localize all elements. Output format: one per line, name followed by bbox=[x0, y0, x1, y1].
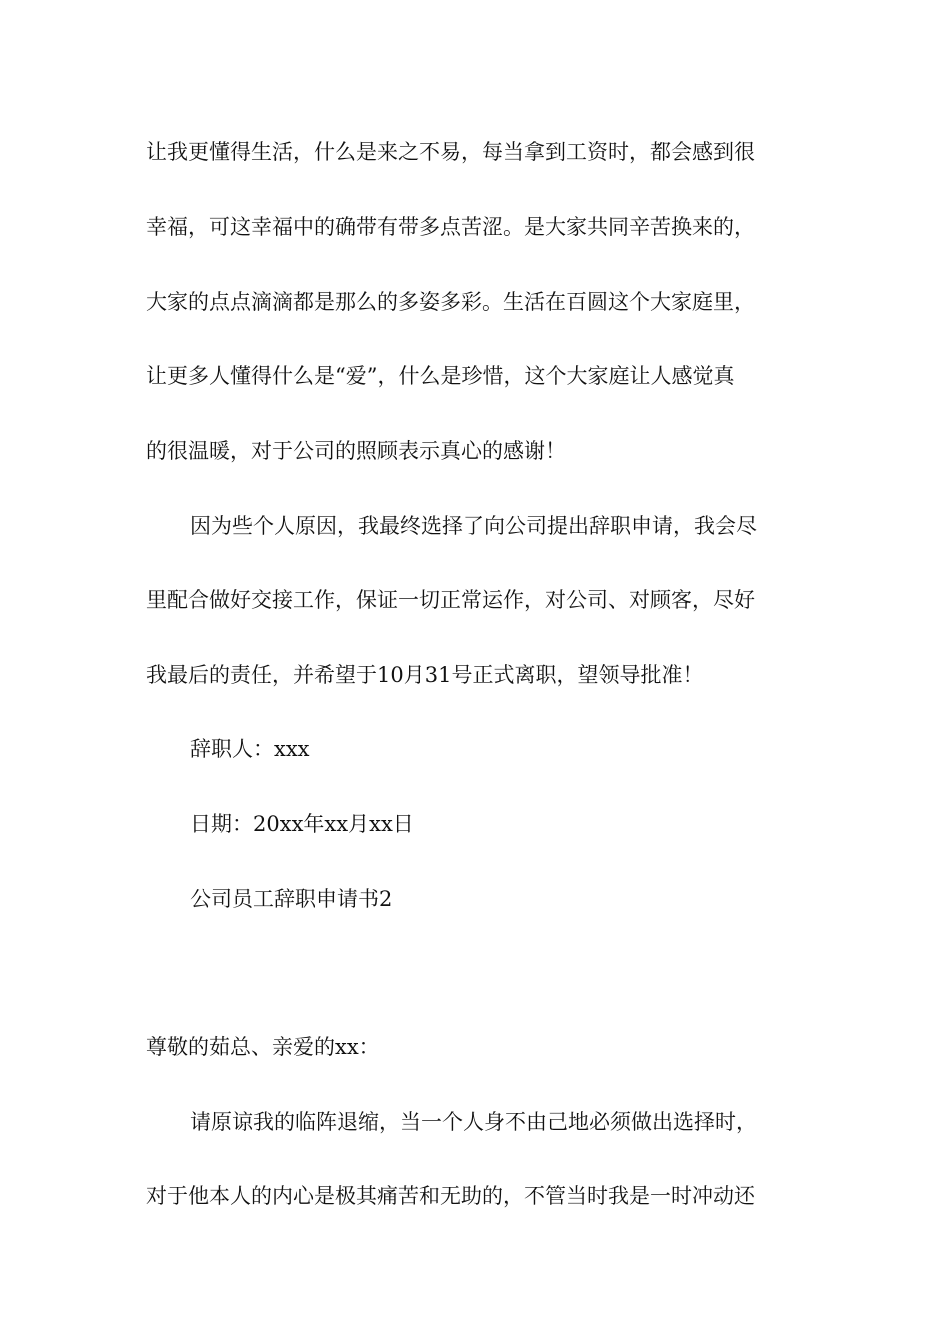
body-text-line: 让更多人懂得什么是“爱”，什么是珍惜，这个大家庭让人感觉真 bbox=[146, 364, 735, 388]
resigner-line: 辞职人：xxx bbox=[190, 737, 310, 761]
body-text-line: 幸福，可这幸福中的确带有带多点苦涩。是大家共同辛苦换来的， bbox=[146, 215, 755, 239]
body-text-line: 让我更懂得生活，什么是来之不易，每当拿到工资时，都会感到很 bbox=[146, 140, 755, 164]
body-text-line: 的很温暖，对于公司的照顾表示真心的感谢！ bbox=[146, 439, 566, 463]
paragraph-start-line: 因为些个人原因，我最终选择了向公司提出辞职申请，我会尽 bbox=[190, 514, 757, 538]
body-text-line: 我最后的责任，并希望于10月31号正式离职，望领导批准！ bbox=[146, 663, 704, 687]
body-text-line: 大家的点点滴滴都是那么的多姿多彩。生活在百圆这个大家庭里， bbox=[146, 290, 755, 314]
body-text-line: 里配合做好交接工作，保证一切正常运作，对公司、对顾客，尽好 bbox=[146, 588, 755, 612]
date-line: 日期：20xx年xx月xx日 bbox=[190, 812, 414, 836]
section-title: 公司员工辞职申请书2 bbox=[190, 887, 393, 911]
paragraph-start-line: 请原谅我的临阵退缩，当一个人身不由己地必须做出选择时， bbox=[190, 1110, 757, 1134]
salutation-line: 尊敬的茹总、亲爱的xx： bbox=[146, 1035, 380, 1059]
body-text-line: 对于他本人的内心是极其痛苦和无助的，不管当时我是一时冲动还 bbox=[146, 1184, 755, 1208]
